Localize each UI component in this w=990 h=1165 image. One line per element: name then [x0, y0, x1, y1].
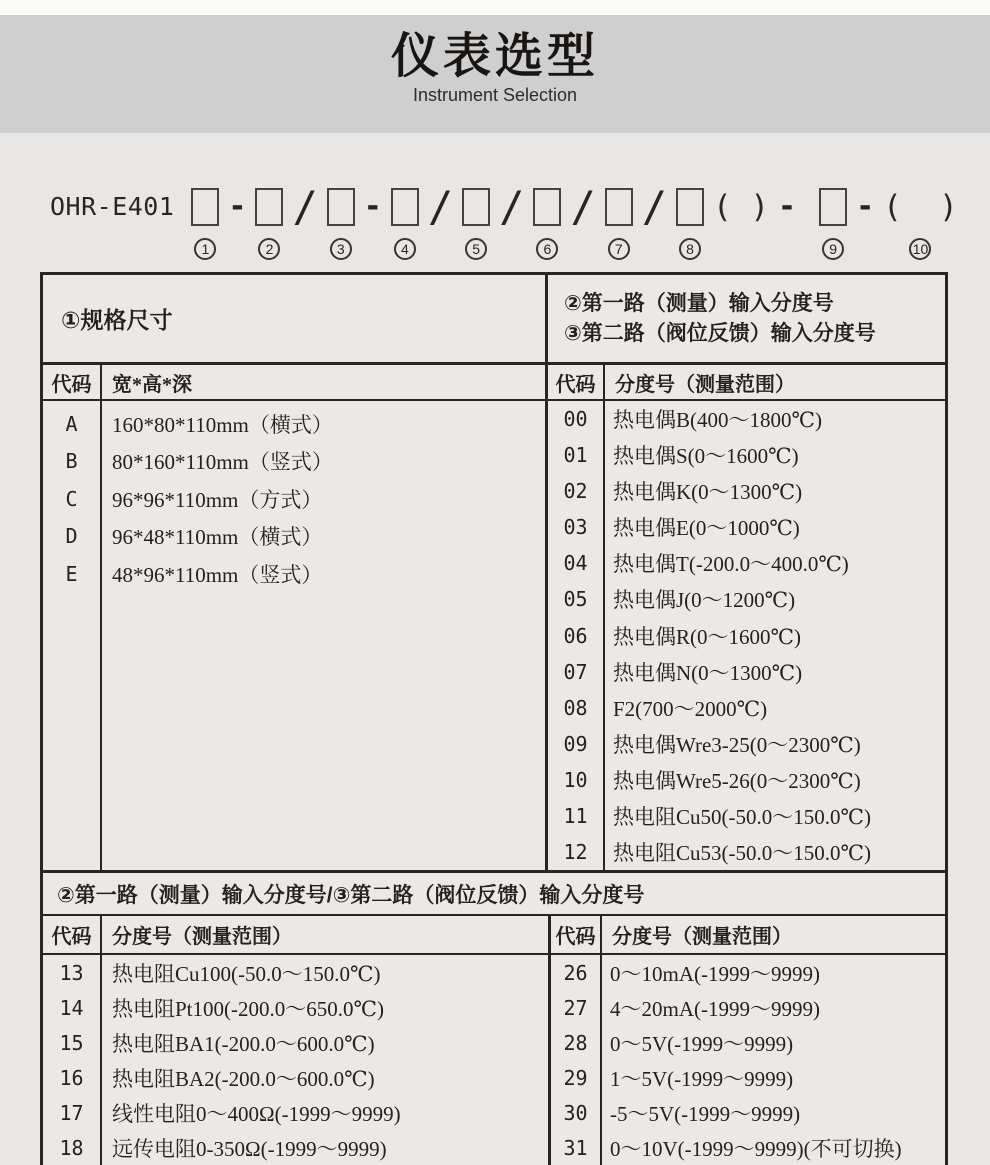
- model-unit: [327, 188, 355, 260]
- row-code: D: [65, 524, 78, 549]
- table-row: [548, 726, 945, 762]
- row-code: 31: [563, 1135, 588, 1160]
- model-unit: [676, 188, 704, 260]
- table-row: [551, 990, 945, 1025]
- row-code: 13: [59, 960, 84, 985]
- model-unit: [605, 188, 633, 260]
- row-desc: 热电偶Wre5-26(0～2300℃): [613, 768, 861, 793]
- row-code: 08: [563, 695, 588, 720]
- page-title: 仪表选型: [390, 30, 599, 83]
- column-header-range: 分度号（测量范围）: [615, 373, 795, 396]
- row-code: 29: [563, 1065, 588, 1090]
- table-row: [548, 798, 945, 834]
- row-desc: 热电偶R(0～1600℃): [613, 624, 801, 649]
- model-unit: [427, 182, 454, 231]
- row-desc: 热电偶B(400～1800℃): [613, 408, 822, 433]
- table-row: [548, 401, 945, 437]
- row-code: 26: [563, 960, 588, 985]
- circled-number: 1: [194, 238, 216, 260]
- row-desc: 4～20mA(-1999～9999): [610, 996, 820, 1021]
- circled-number: 3: [330, 238, 352, 260]
- row-code: 17: [59, 1100, 84, 1125]
- table-row: [551, 955, 945, 990]
- row-code: A: [65, 411, 78, 436]
- row-desc: 热电阻BA2(-200.0～600.0℃): [112, 1066, 375, 1091]
- model-unit: [570, 182, 596, 231]
- row-code: 00: [563, 407, 588, 432]
- table-row: [43, 1130, 548, 1165]
- row-desc: F2(700～2000℃): [613, 696, 768, 721]
- circled-number: 5: [465, 238, 487, 260]
- column-header-code: 代码: [551, 916, 602, 953]
- input-rows: [548, 401, 945, 870]
- section2-header: [43, 873, 945, 916]
- table-row: [43, 1095, 548, 1130]
- table-row: [551, 1060, 945, 1095]
- subheader-bottom-left: [43, 916, 551, 953]
- header-input-line2: ③第二路（阀位反馈）输入分度号: [564, 321, 876, 345]
- row-code: 07: [563, 659, 588, 684]
- model-unit: [255, 188, 283, 260]
- model-prefix: OHR-E401: [50, 192, 175, 221]
- column-header-code: 代码: [43, 916, 102, 953]
- column-header-range: 分度号（测量范围）: [612, 926, 792, 948]
- table-row: [43, 1060, 548, 1095]
- row-code: 16: [59, 1065, 84, 1090]
- circled-number: 6: [536, 238, 558, 260]
- row-code: 28: [563, 1030, 588, 1055]
- row-code: B: [65, 449, 78, 474]
- model-unit: [391, 188, 419, 260]
- model-unit: [856, 188, 874, 226]
- table-row: [551, 1130, 945, 1165]
- circled-number: 4: [394, 238, 416, 260]
- row-desc: 热电阻Cu50(-50.0～150.0℃): [613, 804, 871, 829]
- selection-table: [40, 272, 948, 1165]
- model-box: [533, 188, 561, 226]
- row-code: 01: [563, 443, 588, 468]
- row-code: 03: [563, 515, 588, 540]
- model-box: [191, 188, 219, 226]
- top-strip: [0, 0, 990, 15]
- model-box: [327, 188, 355, 226]
- model-box: [605, 188, 633, 226]
- table-row: [43, 480, 545, 518]
- model-code-row: [50, 182, 958, 260]
- table-row: [548, 834, 945, 870]
- column-divider: [600, 955, 602, 1165]
- dash-separator: -: [363, 189, 382, 224]
- row-code: 30: [563, 1100, 588, 1125]
- model-unit: [191, 188, 219, 260]
- model-unit: [778, 188, 796, 226]
- circled-number: 9: [822, 238, 844, 260]
- row-desc: 热电偶K(0～1300℃): [613, 480, 803, 505]
- row-code: 11: [563, 803, 588, 828]
- subheader-row-bottom: [43, 916, 945, 955]
- model-unit: [641, 182, 668, 231]
- model-unit: [228, 188, 246, 226]
- model-unit: [713, 188, 769, 226]
- slash-separator: /: [427, 182, 454, 231]
- row-desc: 0～5V(-1999～9999): [610, 1031, 794, 1056]
- row-desc: 96*96*110mm（方式）: [112, 487, 323, 512]
- row-code: C: [65, 486, 78, 511]
- row-code: 27: [563, 995, 588, 1020]
- row-desc: 80*160*110mm（竖式）: [112, 450, 333, 475]
- table-row: [43, 518, 545, 556]
- column-divider: [100, 955, 102, 1165]
- model-unit: [499, 182, 525, 231]
- row-desc: 0～10mA(-1999～9999): [610, 961, 820, 986]
- table-header-row: [43, 275, 945, 365]
- row-desc: 1～5V(-1999～9999): [610, 1066, 794, 1091]
- column-header-code: 代码: [548, 365, 605, 399]
- row-code: 14: [59, 995, 84, 1020]
- row-desc: 热电偶J(0～1200℃): [613, 588, 796, 613]
- row-desc: 热电偶T(-200.0～400.0℃): [613, 552, 849, 577]
- table-body-top: [43, 401, 945, 873]
- row-code: 06: [563, 623, 588, 648]
- table-row: [548, 654, 945, 690]
- row-desc: 96*48*110mm（横式）: [112, 525, 323, 550]
- row-code: 09: [563, 731, 588, 756]
- header-input-division: [548, 275, 945, 362]
- row-desc: 48*96*110mm（竖式）: [112, 562, 323, 587]
- model-unit: [533, 188, 561, 260]
- model-unit: [819, 188, 847, 260]
- column-divider: [100, 401, 102, 870]
- page-subtitle: Instrument Selection: [412, 84, 578, 105]
- column-divider: [603, 401, 605, 870]
- row-code: 05: [563, 587, 588, 612]
- slash-separator: /: [641, 182, 668, 231]
- table-row: [548, 690, 945, 726]
- subheader-top-left: [43, 365, 548, 399]
- row-code: 18: [59, 1135, 84, 1160]
- section2-header-label: ②第一路（测量）输入分度号/③第二路（阀位反馈）输入分度号: [57, 883, 645, 907]
- column-header-size: 宽*高*深: [112, 373, 192, 396]
- row-code: 15: [59, 1030, 84, 1055]
- row-desc: 0～10V(-1999～9999)(不可切换): [610, 1136, 902, 1161]
- model-unit: [462, 188, 490, 260]
- row-code: 10: [563, 767, 588, 792]
- table-row: [43, 1025, 548, 1060]
- row-code: E: [65, 561, 78, 586]
- row-desc: 热电阻BA1(-200.0～600.0℃): [112, 1031, 375, 1056]
- circled-number: 7: [608, 238, 630, 260]
- row-desc: 线性电阻0～400Ω(-1999～9999): [112, 1101, 401, 1126]
- table-row: [548, 762, 945, 798]
- table-row: [548, 437, 945, 473]
- table-row: [43, 443, 545, 481]
- table-row: [43, 955, 548, 990]
- row-desc: 160*80*110mm（横式）: [112, 412, 333, 437]
- table-body-bottom: [43, 955, 945, 1165]
- row-desc: 热电阻Cu100(-50.0～150.0℃): [112, 961, 381, 986]
- row-code: 04: [563, 551, 588, 576]
- model-unit: [364, 188, 382, 226]
- row-desc: 热电阻Cu53(-50.0～150.0℃): [613, 840, 871, 865]
- model-unit: [883, 188, 958, 260]
- row-desc: 热电偶E(0～1000℃): [613, 516, 800, 541]
- circled-number: 8: [679, 238, 701, 260]
- row-code: 12: [563, 839, 588, 864]
- table-row: [548, 617, 945, 653]
- row-desc: 热电阻Pt100(-200.0～650.0℃): [112, 996, 384, 1021]
- header-spec-size-label: ①规格尺寸: [61, 307, 173, 333]
- row-desc: 远传电阻0-350Ω(-1999～9999): [112, 1136, 387, 1161]
- row-desc: 热电偶Wre3-25(0～2300℃): [613, 732, 861, 757]
- row-desc: 热电偶S(0～1600℃): [613, 444, 799, 469]
- model-box: [819, 188, 847, 226]
- parentheses: ( ): [713, 189, 770, 225]
- model-box: [462, 188, 490, 226]
- subheader-top-right: [548, 365, 945, 399]
- circled-number: 2: [258, 238, 280, 260]
- table-row: [43, 405, 545, 443]
- table-row: [551, 1095, 945, 1130]
- column-header-code: 代码: [43, 365, 102, 399]
- slash-separator: /: [499, 182, 525, 231]
- table-row: [548, 509, 945, 545]
- dash-separator: -: [778, 189, 797, 224]
- table-row: [43, 555, 545, 593]
- parentheses: ( ): [883, 189, 958, 225]
- subheader-bottom-right: [551, 916, 945, 953]
- bottom-right-rows: [551, 955, 945, 1165]
- dash-separator: -: [228, 189, 247, 224]
- dash-separator: -: [856, 189, 875, 224]
- banner: [0, 15, 990, 133]
- table-row: [43, 990, 548, 1025]
- size-rows: [43, 401, 548, 870]
- header-input-line1: ②第一路（测量）输入分度号: [564, 291, 834, 315]
- column-header-range: 分度号（测量范围）: [112, 926, 292, 948]
- subheader-row-top: [43, 365, 945, 401]
- slash-separator: /: [570, 182, 596, 231]
- table-row: [548, 581, 945, 617]
- model-unit: [292, 182, 318, 231]
- row-code: 02: [563, 479, 588, 504]
- table-row: [548, 545, 945, 581]
- model-box: [255, 188, 283, 226]
- table-row: [548, 473, 945, 509]
- table-row: [551, 1025, 945, 1060]
- circled-number: 10: [909, 238, 931, 260]
- model-box: [676, 188, 704, 226]
- row-desc: 热电偶N(0～1300℃): [613, 660, 803, 685]
- slash-separator: /: [292, 182, 318, 231]
- row-desc: -5～5V(-1999～9999): [610, 1101, 801, 1126]
- model-box: [391, 188, 419, 226]
- bottom-left-rows: [43, 955, 551, 1165]
- header-spec-size: [43, 275, 548, 362]
